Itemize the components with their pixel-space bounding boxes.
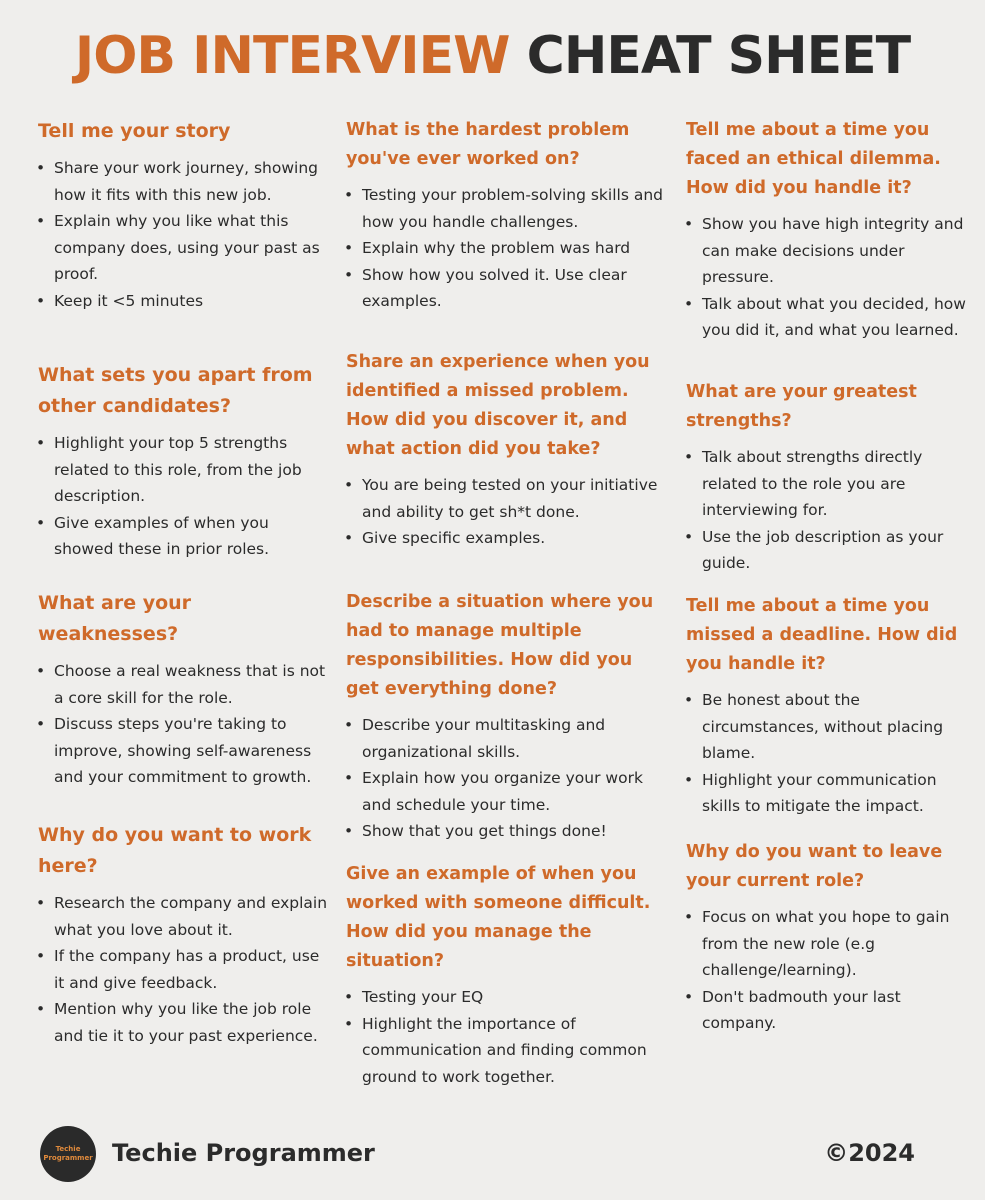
section-ethical-dilemma [678, 116, 973, 344]
section-weaknesses [30, 588, 330, 791]
bullet: • Testing your problem-solving skills and how you handle challenges. [338, 182, 668, 235]
question: Describe a situation where you had to manage multiple responsibilities. How did you get everything done? [346, 592, 654, 699]
question: Tell me your story [38, 120, 231, 142]
section-what-sets-you-apart [30, 360, 330, 563]
bullet: • Explain why the problem was hard [338, 235, 668, 262]
brand-logo [40, 1126, 96, 1182]
bullet: • Talk about what you decided, how you did it, and what you learned. [678, 291, 973, 344]
question: What are your greatest strengths? [686, 382, 917, 431]
bullet: • Research the company and explain what you love about it. [30, 890, 330, 943]
bullet: • Give specific examples. [338, 525, 668, 552]
bullet: • Choose a real weakness that is not a core skill for the role. [30, 658, 330, 711]
bullet: • Show you have high integrity and can make decisions under pressure. [678, 211, 973, 291]
bullet: • Highlight your communication skills to mitigate the impact. [678, 767, 973, 820]
section-leave-current-role [678, 838, 973, 1037]
section-someone-difficult [338, 860, 668, 1090]
question: Tell me about a time you missed a deadline. How did you handle it? [686, 596, 958, 674]
bullet: • Describe your multitasking and organizational skills. [338, 712, 668, 765]
bullet: • Discuss steps you're taking to improve, showing self-awareness and your commitment to growth. [30, 711, 330, 791]
question: Tell me about a time you faced an ethical dilemma. How did you handle it? [686, 120, 941, 198]
bullet: • Be honest about the circumstances, without placing blame. [678, 687, 973, 767]
question: Give an example of when you worked with someone difficult. How did you manage the situation? [346, 864, 651, 971]
question: What is the hardest problem you've ever worked on? [346, 120, 630, 169]
bullet: • Show that you get things done! [338, 818, 668, 845]
copyright: ©2024 [824, 1139, 915, 1167]
bullet: • Focus on what you hope to gain from the new role (e.g challenge/learning). [678, 904, 973, 984]
bullet: • Highlight the importance of communication and finding common ground to work together. [338, 1011, 668, 1091]
question: Why do you want to work here? [38, 824, 312, 877]
section-tell-me-your-story [30, 116, 330, 314]
title-part-1: JOB INTERVIEW [74, 26, 510, 86]
bullet: • If the company has a product, use it and give feedback. [30, 943, 330, 996]
bullet: • Highlight your top 5 strengths related to this role, from the job description. [30, 430, 330, 510]
question: Share an experience when you identified a missed problem. How did you discover it, and what action did you take? [346, 352, 650, 459]
title-part-2: CHEAT SHEET [526, 26, 911, 86]
bullet: • Show how you solved it. Use clear examples. [338, 262, 668, 315]
bullet: • You are being tested on your initiative and ability to get sh*t done. [338, 472, 668, 525]
bullet: • Share your work journey, showing how it fits with this new job. [30, 155, 330, 208]
section-hardest-problem [338, 116, 668, 315]
section-greatest-strengths [678, 378, 973, 577]
bullet: • Mention why you like the job role and tie it to your past experience. [30, 996, 330, 1049]
footer [0, 1126, 985, 1182]
question: What are your weaknesses? [38, 592, 192, 645]
bullet: • Explain why you like what this company does, using your past as proof. [30, 208, 330, 288]
section-missed-deadline [678, 592, 973, 820]
page-title [0, 26, 985, 86]
brand-name: Techie Programmer [112, 1139, 375, 1167]
logo-text-line-1: Techie [55, 1145, 81, 1153]
question: What sets you apart from other candidates? [38, 364, 313, 417]
bullet: • Keep it <5 minutes [30, 288, 330, 315]
bullet: • Give examples of when you showed these in prior roles. [30, 510, 330, 563]
logo-text-line-2: Programmer [43, 1154, 93, 1162]
bullet: • Use the job description as your guide. [678, 524, 973, 577]
section-multiple-responsibilities [338, 588, 668, 845]
bullet: • Explain how you organize your work and schedule your time. [338, 765, 668, 818]
bullet: • Don't badmouth your last company. [678, 984, 973, 1037]
bullet: • Testing your EQ [338, 984, 668, 1011]
section-missed-problem [338, 348, 668, 552]
question: Why do you want to leave your current role? [686, 842, 943, 891]
section-why-work-here [30, 820, 330, 1049]
bullet: • Talk about strengths directly related to the role you are interviewing for. [678, 444, 973, 524]
